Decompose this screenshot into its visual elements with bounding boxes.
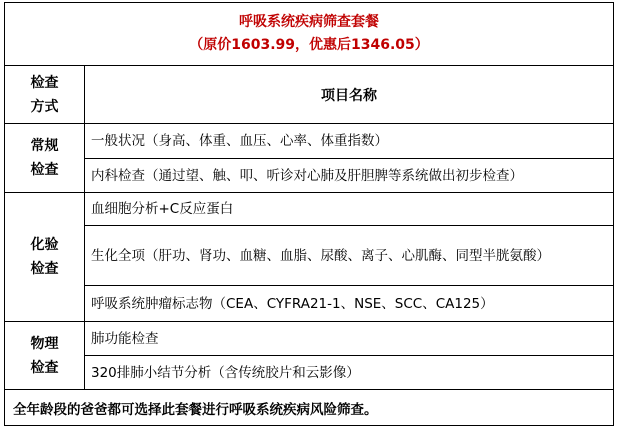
column-header-name: 项目名称 [85,66,614,124]
column-header-method: 检查 方式 [5,66,85,124]
list-item: 内科检查（通过望、触、叩、听诊对心肺及肝胆脾等系统做出初步检查） [85,159,614,193]
list-item: 呼吸系统肿瘤标志物（CEA、CYFRA21-1、NSE、SCC、CA125） [85,286,614,322]
category-physical: 物理 检查 [5,322,85,390]
list-item: 320排肺小结节分析（含传统胶片和云影像） [85,356,614,390]
package-table [4,2,614,426]
list-item: 一般状况（身高、体重、血压、心率、体重指数） [85,124,614,159]
list-item: 生化全项（肝功、肾功、血糖、血脂、尿酸、离子、心肌酶、同型半胱氨酸） [85,226,614,286]
package-header [5,3,614,66]
category-lab: 化验 检查 [5,193,85,322]
package-title: 呼吸系统疾病筛查套餐 [239,14,379,30]
package-price: （原价1603.99，优惠后1346.05） [189,37,429,53]
list-item: 血细胞分析+C反应蛋白 [85,193,614,226]
list-item: 肺功能检查 [85,322,614,356]
category-routine: 常规 检查 [5,124,85,193]
footer-note: 全年龄段的爸爸都可选择此套餐进行呼吸系统疾病风险筛查。 [5,390,614,426]
